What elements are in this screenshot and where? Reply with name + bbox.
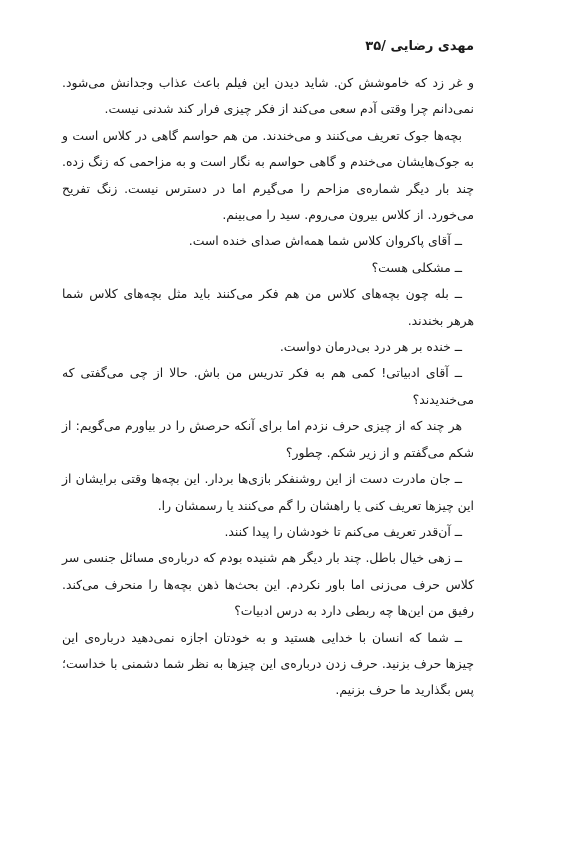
paragraph: و غر زد که خاموشش کن. شاید دیدن این فیلم باعث عذاب وجدانش می‌شود. نمی‌دانم چرا وقتی آدم سعی می‌کند از فکر چیزی فرار کند شدنی نیست. [62,75,474,117]
dialogue-line: ــ شما که انسان با خدایی هستید و به خودتان اجازه نمی‌دهید درباره‌ی این چیزها حرف بزنید. حرف زدن درباره‌ی این چیزها به نظر شما دشمنی با خداست؛ پس بگذارید ما حرف بزنیم. [62,629,474,698]
dialogue-line: ــ آقای پاکروان کلاس شما همه‌اش صدای خنده است. [188,233,462,249]
dialogue-line: ــ زهی خیال باطل. چند بار دیگر هم شنیده بودم که درباره‌ی مسائل جنسی سر کلاس حرف می‌زنی اما باور نکردم. این بحث‌ها ذهن بچه‌ها را منحرف می‌کند. رفیق من این‌ها چه ربطی دارد به درس ادبیات؟ [62,550,474,619]
book-page [62,38,474,704]
dialogue-line: ــ آن‌قدر تعریف می‌کنم تا خودشان را پیدا کنند. [224,523,462,539]
dialogue-line: ــ جان مادرت دست از این روشنفکر بازی‌ها بردار. این بچه‌ها وقتی برایشان از این چیزها تعریف کنی یا راهشان را گم می‌کنند یا رسمشان را. [62,471,474,513]
running-head: مهدی رضایی /۳۵ [365,39,474,54]
dialogue-line: ــ آقای ادبیاتی! کمی هم به فکر تدریس من باش. حالا از چی می‌گفتی که می‌خندیدند؟ [62,365,474,407]
dialogue-line: ــ بله چون بچه‌های کلاس من هم فکر می‌کنند باید مثل بچه‌های کلاس شما هرهر بخندند. [62,286,474,328]
dialogue-line: ــ خنده بر هر درد بی‌درمان دواست. [279,339,462,355]
dialogue-line: ــ مشکلی هست؟ [371,259,462,275]
paragraph: هر چند که از چیزی حرف نزدم اما برای آنکه حرصش را در بیاورم می‌گویم: از شکم می‌گفتم و از زیر شکم. چطور؟ [62,418,474,460]
body-text [62,70,474,704]
paragraph: بچه‌ها جوک تعریف می‌کنند و می‌خندند. من هم حواسم گاهی در کلاس است و به جوک‌هایشان می‌خندم و گاهی حواسم به نگار است و به مزاحمی که زنگ زده. چند بار دیگر شماره‌ی مزاحم را می‌گیرم اما در دسترس نیست. زنگ تفریح می‌خورد. از کلاس بیرون می‌روم. سید را می‌بینم. [62,127,474,223]
